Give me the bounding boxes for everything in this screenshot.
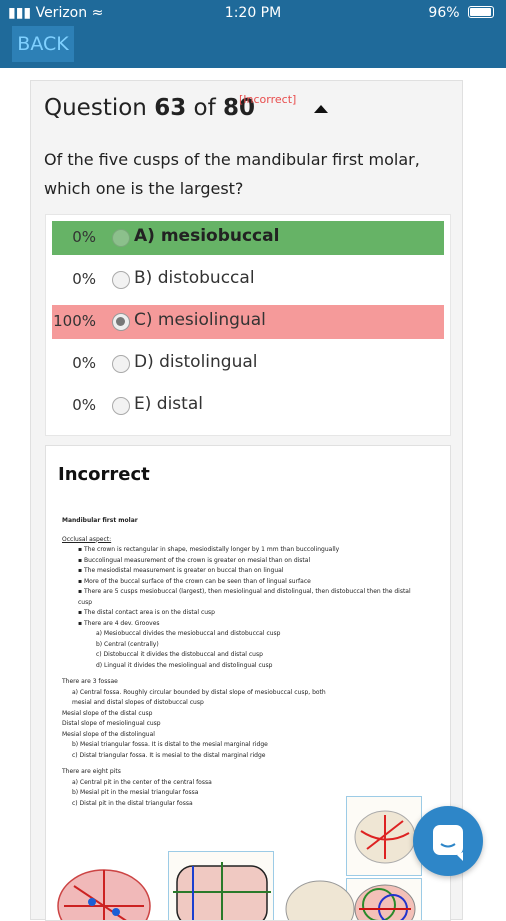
radio-selected-icon[interactable] [112,313,130,331]
explanation-title: Incorrect [58,464,150,485]
collapse-caret-icon[interactable] [314,105,328,113]
incorrect-badge: [Incorrect] [239,93,297,106]
question-total: 80 [223,95,256,121]
battery-indicator: 96% [428,5,494,21]
answer-option-b[interactable]: 0% B) distobuccal [72,268,255,288]
radio-icon[interactable] [112,229,130,247]
tooth-diagram-image [284,871,356,921]
chat-icon [413,806,483,876]
answer-option-e[interactable]: 0% E) distal [72,394,203,414]
chat-button[interactable] [413,806,483,876]
occlusal-bullets: ▪ The crown is rectangular in shape, mesiodistally longer by 1 mm than buccolingually ▪ Buccolingual measurement of the crown is greater on mesial than on distal ▪ The mesiodistal measurement is greater on buccal than on lingual ▪ More of the buccal surface of the crown can be seen than of lingual surface ▪ There are 5 cusps mesiobuccal (largest), then mesiolingual and distolingual, then distobuccal then the distal cusp ▪ The distal contact area is on the distal cusp ▪ There are 4 dev. Grooves [62,545,412,629]
radio-icon[interactable] [112,355,130,373]
status-bar [0,4,506,24]
explanation-panel [45,445,451,921]
carrier-label: ▮▮▮ Verizon ≈ [8,5,104,21]
question-number: 63 [154,95,187,121]
answer-option-d[interactable]: 0% D) distolingual [72,352,258,372]
back-button[interactable]: BACK [12,26,74,62]
answer-option-a[interactable]: 0% A) mesiobuccal [52,221,444,255]
tooth-diagram-image [346,796,422,876]
battery-icon [468,6,494,18]
top-bar [0,0,506,68]
wifi-icon: ≈ [91,5,104,21]
question-heading: Question 63 of 80 [44,95,256,121]
question-text: Of the five cusps of the mandibular first molar, which one is the largest? [44,150,420,198]
radio-icon[interactable] [112,271,130,289]
answer-option-c[interactable]: 100% C) mesiolingual [52,305,444,339]
tooth-diagram-image [168,851,274,921]
question-card [30,80,463,920]
explanation-document: Mandibular first molar Occlusal aspect: ▪ The crown is rectangular in shape, mesiodistally longer by 1 mm than buccolingually ▪ Buccolingual measurement of the crown is greater on mesial than on distal ▪ The mesiodistal measurement is greater on buccal than on lingual ▪ More of the buccal surface of the crown can be seen than of lingual surface ▪ There are 5 cusps mesiobuccal (largest), then mesiolingual and distolingual, then distobuccal then the distal cusp ▪ The distal contact area is on the distal cusp ▪ There are 4 dev. Grooves a) Mesiobuccal divides the mesiobuccal and distobuccal cusp b) Central (centrally) c) Distobuccal it divides the distobuccal and distal cusp d) Lingual it divides the mesiolingual and distolingual cusp There are 3 fossae a) Central fossa. Roughly circular bounded by distal slope of mesiobuccal cusp, both mesial and distal slopes of distobuccal cusp Mesial slope of the distal cusp Distal slope of mesiolingual cusp Mesial slope of the distolingual b) Mesial triangular fossa. It is distal to the mesial marginal ridge c) Distal triangular fossa. It is mesial to the distal marginal ridge There are eight pits a) Central pit in the center of the central fossa b) Mesial pit in the mesial triangular fossa c) Distal pit in the distal triangular fossa [62,516,412,809]
answer-list [45,214,451,436]
radio-icon[interactable] [112,397,130,415]
tooth-diagram-image [54,846,154,921]
signal-icon: ▮▮▮ [8,5,32,21]
status-time: 1:20 PM [224,5,282,21]
